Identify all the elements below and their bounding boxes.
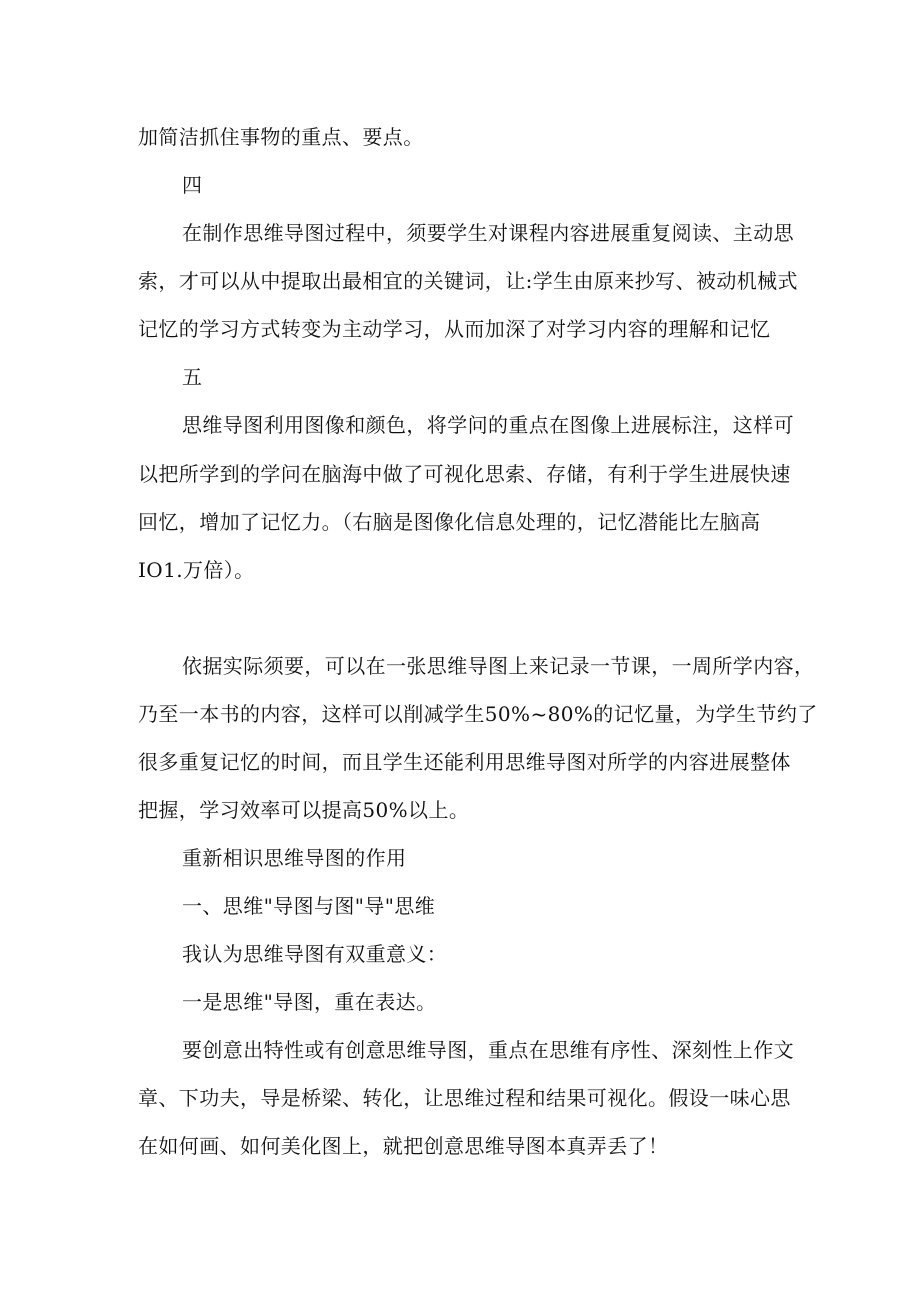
text-line: 要创意出特性或有创意思维导图，重点在思维有序性、深刻性上作文: [182, 1038, 794, 1062]
text-line: 在如何画、如何美化图上，就把创意思维导图本真弄丢了！: [138, 1134, 669, 1158]
section-heading: 五: [182, 365, 203, 389]
text-line: 加简洁抓住事物的重点、要点。: [138, 125, 424, 149]
text-line: 记忆的学习方式转变为主动学习，从而加深了对学习内容的理解和记忆: [138, 317, 771, 341]
text-line: 在制作思维导图过程中，须要学生对课程内容进展重复阅读、主动思: [182, 221, 794, 245]
text-line: 我认为思维导图有双重意义：: [182, 942, 448, 966]
text-line: 一是思维"导图，重在表达。: [182, 990, 437, 1014]
text-line: 以把所学到的学问在脑海中做了可视化思索、存储，有利于学生进展快速: [138, 462, 791, 486]
section-heading: 四: [182, 173, 203, 197]
section-heading: 重新相识思维导图的作用: [182, 846, 407, 870]
text-line: 索，才可以从中提取出最相宜的关键词，让:学生由原来抄写、被动机械式: [138, 269, 798, 293]
text-line: 很多重复记忆的时间，而且学生还能利用思维导图对所学的内容进展整体: [138, 750, 791, 774]
section-heading: 一、思维"导图与图"导"思维: [182, 894, 436, 918]
text-line: 依据实际须要，可以在一张思维导图上来记录一节课，一周所学内容，: [182, 654, 815, 678]
text-line: IO1.万倍）。: [138, 558, 255, 582]
text-line: 思维导图利用图像和颜色，将学问的重点在图像上进展标注，这样可: [182, 413, 794, 437]
text-line: 章、下功夫，导是桥梁、转化，让思维过程和结果可视化。假设一味心思: [138, 1086, 791, 1110]
text-line: 乃至一本书的内容，这样可以削减学生50%~80%的记忆量，为学生节约了: [138, 702, 818, 726]
text-line: 回忆，增加了记忆力。（右脑是图像化信息处理的，记忆潜能比左脑高: [138, 510, 761, 534]
text-line: 把握，学习效率可以提高50%以上。: [138, 798, 470, 822]
